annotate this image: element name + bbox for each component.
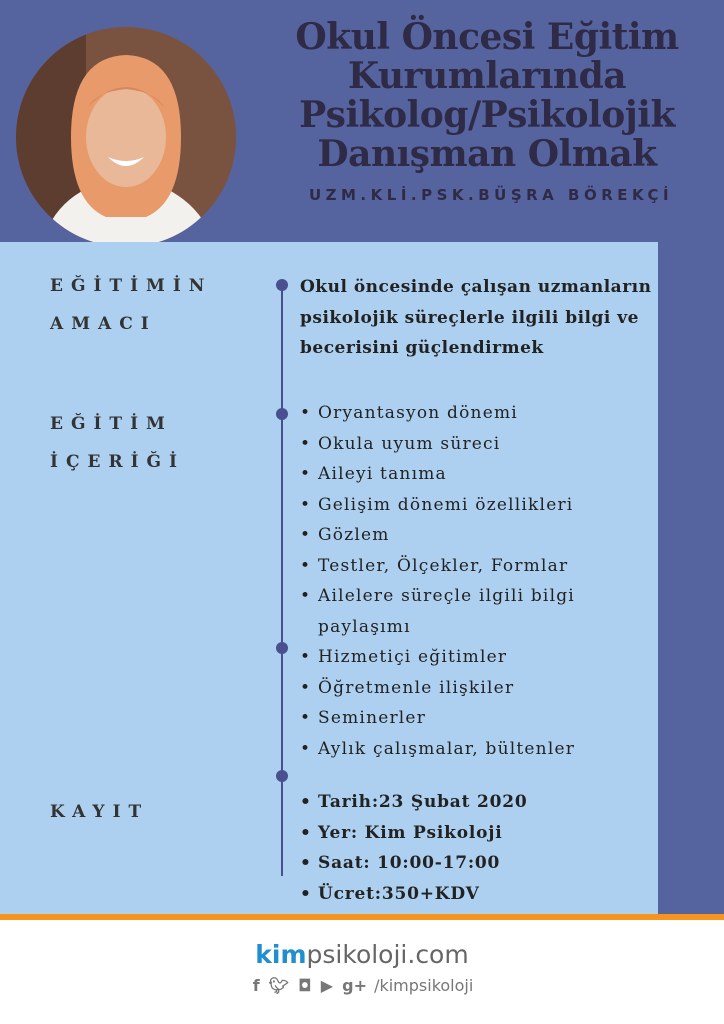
youtube-icon[interactable]: ▶ xyxy=(320,976,334,995)
brand-logo[interactable] xyxy=(0,940,724,969)
list-item: • Gelişim dönemi özellikleri xyxy=(300,490,618,521)
list-item: • Aileyi tanıma xyxy=(300,459,618,490)
list-item: • Ailelere süreçle ilgili bilgi paylaşımı xyxy=(300,581,618,642)
list-item: • Seminerler xyxy=(300,703,618,734)
list-item: • Tarih:23 Şubat 2020 xyxy=(300,787,528,818)
aim-label xyxy=(50,267,212,343)
list-item: • Aylık çalışmalar, bültenler xyxy=(300,734,618,765)
list-item: • Gözlem xyxy=(300,520,618,551)
orange-divider xyxy=(0,914,724,920)
aim-label-line: EĞİTİMİN xyxy=(50,276,213,296)
list-item: • Öğretmenle ilişkiler xyxy=(300,673,618,704)
twitter-icon[interactable]: 🐦︎ xyxy=(268,976,290,995)
social-links xyxy=(0,976,724,995)
title-line: Danışman Olmak xyxy=(317,133,657,175)
brand-prefix: kim xyxy=(255,940,307,969)
instagram-icon[interactable]: ◘ xyxy=(298,976,312,995)
aim-text: Okul öncesinde çalışan uzmanların psikolojik süreçlerle ilgili bilgi ve becerisini güçlendirmek xyxy=(300,277,652,358)
aim-label-line: AMACI xyxy=(50,314,157,334)
timeline-dot xyxy=(276,408,288,420)
timeline-dot xyxy=(276,770,288,782)
list-item: • Ücret:350+KDV xyxy=(300,879,528,910)
list-item: • Hizmetiçi eğitimler xyxy=(300,642,618,673)
timeline-line xyxy=(281,282,283,876)
brand-suffix: psikoloji.com xyxy=(306,940,469,969)
facebook-icon[interactable]: f xyxy=(252,976,260,995)
title-line: Kurumlarında xyxy=(347,55,627,97)
list-item: • Yer: Kim Psikoloji xyxy=(300,818,528,849)
content-label-line: İÇERİĞİ xyxy=(50,452,185,472)
page-title xyxy=(262,18,712,174)
google-plus-icon[interactable]: g+ xyxy=(342,976,367,995)
title-line: Okul Öncesi Eğitim xyxy=(295,16,679,58)
list-item: • Oryantasyon dönemi xyxy=(300,398,618,429)
list-item: • Saat: 10:00-17:00 xyxy=(300,848,528,879)
list-item: • Okula uyum süreci xyxy=(300,429,618,460)
speaker-photo xyxy=(16,27,236,247)
title-line: Psikolog/Psikolojik xyxy=(299,94,675,136)
registration-label: KAYIT xyxy=(50,802,150,822)
list-item: • Testler, Ölçekler, Formlar xyxy=(300,551,618,582)
social-handle[interactable]: /kimpsikoloji xyxy=(374,976,474,995)
timeline-dot xyxy=(276,642,288,654)
content-label-line: EĞİTİM xyxy=(50,414,173,434)
author-name: UZM.KLİ.PSK.BÜŞRA BÖREKÇİ xyxy=(308,186,674,204)
registration-list xyxy=(300,787,528,909)
content-label xyxy=(50,405,185,481)
timeline-dot xyxy=(276,279,288,291)
content-list xyxy=(300,398,618,764)
portrait-illustration xyxy=(16,27,236,247)
